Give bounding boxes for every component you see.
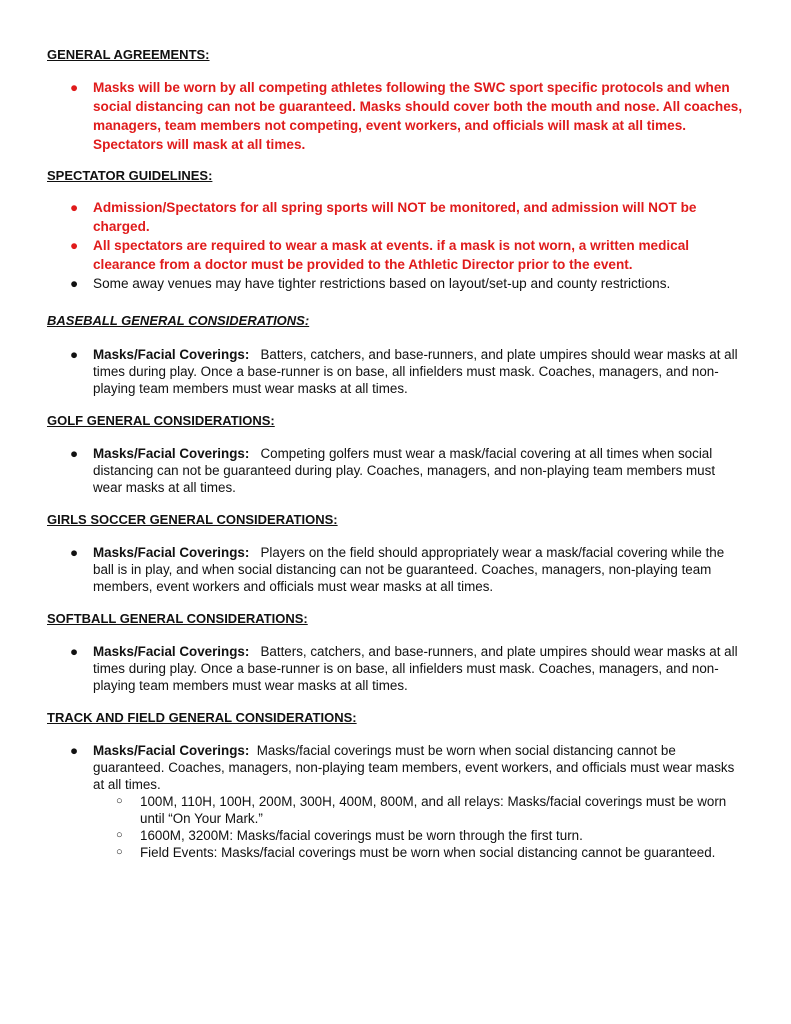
heading-general-agreements: GENERAL AGREEMENTS: <box>47 47 210 62</box>
list-item: ● Masks/Facial Coverings: Competing golfers must wear a mask/facial covering at all times when social distancing can not be guaranteed during play. Coaches, managers, and non-playing team members must wear masks at all times. <box>70 446 716 495</box>
bullet-icon: ● <box>70 200 79 215</box>
heading-girls-soccer: GIRLS SOCCER GENERAL CONSIDERATIONS: <box>47 512 338 527</box>
bullet-icon: ● <box>70 347 79 362</box>
circle-bullet-icon: ○ <box>116 795 123 807</box>
list-item: ● Masks/Facial Coverings: Batters, catchers, and base-runners, and plate umpires should wear masks at all times during play. Once a base-runner is on base, all infielders must mask. Coaches, managers, and non-playing team members must wear masks at all times. <box>70 347 738 396</box>
heading-spectator-guidelines: SPECTATOR GUIDELINES: <box>47 168 213 183</box>
golf-list <box>47 445 747 496</box>
sub-list-item: ○ 1600M, 3200M: Masks/facial coverings must be worn through the first turn. <box>116 828 583 843</box>
list-item: ● Masks/Facial Coverings: Players on the field should appropriately wear a mask/facial covering while the ball is in play, and when social distancing can not be guaranteed. Coaches, managers, non-playing team members, event workers and officials must wear masks at all times. <box>70 545 725 594</box>
bullet-icon: ● <box>70 238 79 253</box>
bullet-icon: ● <box>70 545 79 560</box>
baseball-list <box>47 346 747 397</box>
list-item: ● All spectators are required to wear a mask at events. if a mask is not worn, a written medical clearance from a doctor must be provided to the Athletic Director prior to the event. <box>70 238 690 272</box>
heading-softball: SOFTBALL GENERAL CONSIDERATIONS: <box>47 611 308 626</box>
bullet-icon: ● <box>70 743 79 758</box>
softball-list <box>47 643 747 694</box>
heading-track-and-field: TRACK AND FIELD GENERAL CONSIDERATIONS: <box>47 710 357 725</box>
circle-bullet-icon: ○ <box>116 846 123 858</box>
bullet-icon: ● <box>70 446 79 461</box>
track-sub-list <box>47 793 747 861</box>
bullet-icon: ● <box>70 644 79 659</box>
list-item: ● Some away venues may have tighter restrictions based on layout/set-up and county restrictions. <box>70 276 671 291</box>
track-and-field-list <box>47 742 747 861</box>
girls-soccer-list <box>47 544 747 595</box>
list-item: ● Masks/Facial Coverings: Masks/facial coverings must be worn when social distancing cannot be guaranteed. Coaches, managers, non-playing team members, event workers, and officials must wear masks at all times. <box>70 743 735 792</box>
spectator-guidelines-list <box>47 198 747 293</box>
heading-golf: GOLF GENERAL CONSIDERATIONS: <box>47 413 275 428</box>
sub-list-item: ○ 100M, 110H, 100H, 200M, 300H, 400M, 800M, and all relays: Masks/facial coverings must be worn until “On Your Mark.” <box>116 794 727 826</box>
circle-bullet-icon: ○ <box>116 829 123 841</box>
general-agreements-list <box>47 78 747 154</box>
list-item: ● Masks will be worn by all competing athletes following the SWC sport specific protocols and when social distancing can not be guaranteed. Masks should cover both the mouth and nose. All coaches, managers, team members not competing, event workers, and officials will mask at all times. Spectators will mask at all times. <box>70 80 743 152</box>
list-item: ● Admission/Spectators for all spring sports will NOT be monitored, and admission will NOT be charged. <box>70 200 697 234</box>
sub-list-item: ○ Field Events: Masks/facial coverings must be worn when social distancing cannot be guaranteed. <box>116 845 716 860</box>
bullet-icon: ● <box>70 276 79 291</box>
heading-baseball: BASEBALL GENERAL CONSIDERATIONS: <box>47 313 310 328</box>
sub-list-container <box>47 793 747 861</box>
list-item: ● Masks/Facial Coverings: Batters, catchers, and base-runners, and plate umpires should wear masks at all times during play. Once a base-runner is on base, all infielders must mask. Coaches, managers, and non-playing team members must wear masks at all times. <box>70 644 738 693</box>
bullet-icon: ● <box>70 80 79 95</box>
